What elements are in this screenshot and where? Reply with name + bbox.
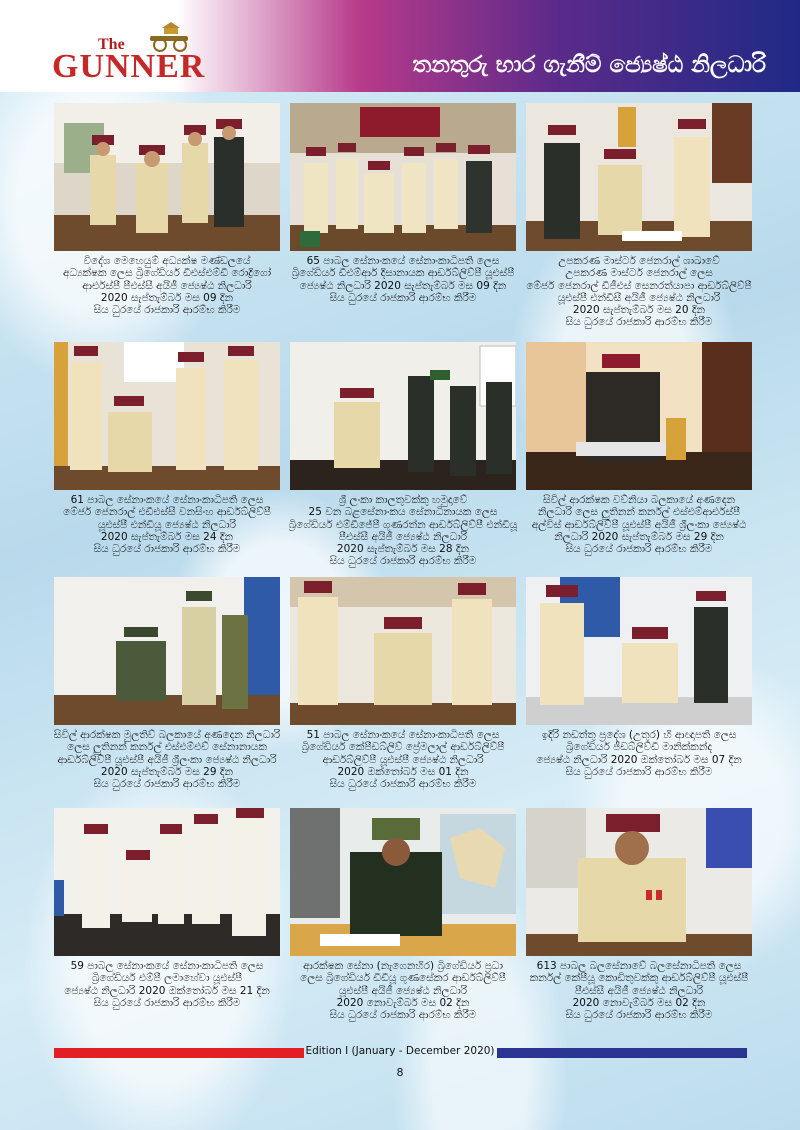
ceremony-photo [290, 808, 516, 956]
photo-caption: ශ්‍රී ලංකා කාලතුවක්කු හමුදාවේ 25 වන බළසේනාංකය සේනාධිනායක ලෙස බ්‍රිගේඩියර් එම්ඩීජේපී ගුණරත්න ආර්ඩබ්ලිව්පී එන්ඩීයූ පීඑස්සී අයිජී ජ්‍යෙෂ්ඨ නිලධාරි 2020 සැප්තැම්බර් මස 28 දින සිය ධුරයේ රාජකාරි ආරම්භ කිරීම [288, 494, 518, 568]
photo-caption: උපකරණ මාස්ටර් ජෙනරාල් ශාඛාවේ උපකරණ මාස්ටර් ජෙනරාල් ලෙස මේජර් ජෙනරාල් ඩීජීඑස් සෙනරත්යාපා ආර්ඩබ්ලිව්පී යූඑස්පී එන්ඩීසී අයිජී ජ්‍යෙෂ්ඨ නිලධාරි 2020 සැප්තැම්බර් මස 20 දින සිය ධුරයේ රාජකාරි ආරම්භ කිරීම [526, 255, 752, 329]
ceremony-photo [526, 342, 752, 490]
page-number: 8 [396, 1066, 404, 1079]
page-header [0, 0, 800, 92]
ceremony-photo [526, 103, 752, 251]
photo-caption: ඉදිරි නඩත්තු ප්‍රදේශ (උතුර) හි ආඥාපති ලෙස බ්‍රිගේඩියර් ජීඩබ්ලිව්ඩී මානික්කන්ද ජ්‍යෙෂ්ඨ නිලධාරි 2020 ඔක්තෝබර් මස 07 දින සිය ධුරයේ රාජකාරි ආරම්භ කිරීම [536, 729, 742, 778]
photo-caption: 51 පාබල සේනාංකයේ සේනාංකාධිපති ලෙස බ්‍රිගේඩියර් කේපීඩබ්ලිව් ප්‍රේමලාල් ආර්ඩබ්ලිව්පී ආර්ඩබ්ලිව්පී යූඑස්පී ජ්‍යෙෂ්ඨ නිලධාරි 2020 ඔක්තෝබර් මස 01 දින සිය ධුරයේ රාජකාරි ආරම්භ කිරීම [301, 729, 505, 791]
photo-caption: සිවිල් ආරක්ෂක වව්නියා බලකායේ අණදෙන නිලධාරි ලෙස ලුතිනන් කර්නල් එස්එම්ආර්එස්පී අල්විස් ආර්ඩබ්ලිව්පී යූඑස්පී අයිජී ශ්‍රීලංකා ජ්‍යෙෂ්ඨ නිලධාරි 2020 සැප්තැම්බර් මස 29 දින සිය ධුරයේ රාජකාරි ආරම්භ කිරීම [531, 494, 747, 556]
ceremony-photo [290, 103, 516, 251]
footer-bar-left [54, 1048, 304, 1058]
ceremony-photo [290, 577, 516, 725]
ceremony-photo [54, 103, 280, 251]
logo-gunner-text: GUNNER [52, 48, 206, 85]
photo-caption: ආරක්ෂක සේනා (නැගෙනහිර) බ්‍රිගේඩියර් ප්‍රධා ලෙස බ්‍රිගේඩියර් ඩීඩීයූ ගුණසේකර ආර්ඩබ්ලිව්පී යූඑස්පී අයිජී ජ්‍යෙෂ්ඨ නිලධාරි 2020 නොවැම්බර් මස 02 දින සිය ධුරයේ රාජකාරි ආරම්භ කිරීම [300, 960, 506, 1022]
ceremony-photo [526, 577, 752, 725]
photo-caption: 61 පාබල සේනාංකයේ සේනාංකාධිපති ලෙස මේජර් ජෙනරාල් එඩීඑස්සී වනසිංහ ආර්ඩබ්ලිව්පී යූඑස්පී එන්ඩීයූ ජ්‍යෙෂ්ඨ නිලධාරි 2020 සැප්තැම්බර් මස 24 දින සිය ධුරයේ රාජකාරි ආරම්භ කිරීම [63, 494, 271, 556]
ceremony-photo [54, 577, 280, 725]
footer-bar-right [497, 1048, 747, 1058]
the-gunner-logo [52, 22, 212, 84]
ceremony-photo [54, 808, 280, 956]
photo-caption: 613 පාබල බලසේනාවේ බලසේනාධිපති ලෙස කර්නල් කේපීයූ කොඩිතුවක්කු ආර්ඩබ්ලිව්පී යූඑස්පී පීඑස්සී අයිජී ජ්‍යෙෂ්ඨ නිලධාරි 2020 නොවැම්බර් මස 02 දින සිය ධුරයේ රාජකාරි ආරම්භ කිරීම [529, 960, 749, 1022]
ceremony-photo [54, 342, 280, 490]
edition-label: Edition I (January - December 2020) [305, 1045, 495, 1057]
ceremony-photo [290, 342, 516, 490]
logo-the-text: The [98, 36, 125, 53]
photo-caption: විදේශ මෙහෙයුම් අධ්‍යක්ෂ මණ්ඩලයේ අධ්‍යක්ෂක ලෙස බ්‍රිගේඩියර් ඩීඑස්එම්ඩී රොද්‍රිගෝ ආර්එස්පී පීඑස්සී අයිජී ජ්‍යෙෂ්ඨ නිලධාරි 2020 සැප්තැම්බර් මස 09 දින සිය ධුරයේ රාජකාරි ආරම්භ කිරීම [62, 255, 272, 317]
photo-caption: සිවිල් ආරක්ෂක මුලතිව් බලකායේ අණදෙන නිලධාරි ලෙස ලුතිනන් කර්නල් එස්එම්එච් සේනානායක ආර්ඩබ්ලිව්පී යූඑස්පී අයිජී ශ්‍රීලංකා ජ්‍යෙෂ්ඨ නිලධාරි 2020 සැප්තැම්බර් මස 29 දින සිය ධුරයේ රාජකාරි ආරම්භ කිරීම [53, 729, 281, 791]
ceremony-photo [526, 808, 752, 956]
photo-caption: 65 පාබල සේනාංකයේ සේනාංකාධිපති ලෙස බ්‍රිගේඩියර් ඩීඑම්ආර් දිසානායක ආර්ඩබ්ලිව්පී යූඑස්පී ජ්‍යෙෂ්ඨ නිලධාරි 2020 සැප්තැම්බර් මස 09 දින සිය ධුරයේ රාජකාරි ආරම්භ කිරීම [291, 255, 515, 304]
page-title: තනතුරු භාර ගැනීම් ජ්‍යෙෂ්ඨ නිලධාරි [412, 52, 766, 78]
photo-caption: 59 පාබල සේනාංකයේ සේනාංකාධිපති ලෙස බ්‍රිගේඩියර් එම්පී ලමාහේවා යූඑස්පී ජ්‍යෙෂ්ඨ නිලධාරි 2020 ඔක්තෝබර් මස 21 දින සිය ධුරයේ රාජකාරි ආරම්භ කිරීම [64, 960, 270, 1009]
